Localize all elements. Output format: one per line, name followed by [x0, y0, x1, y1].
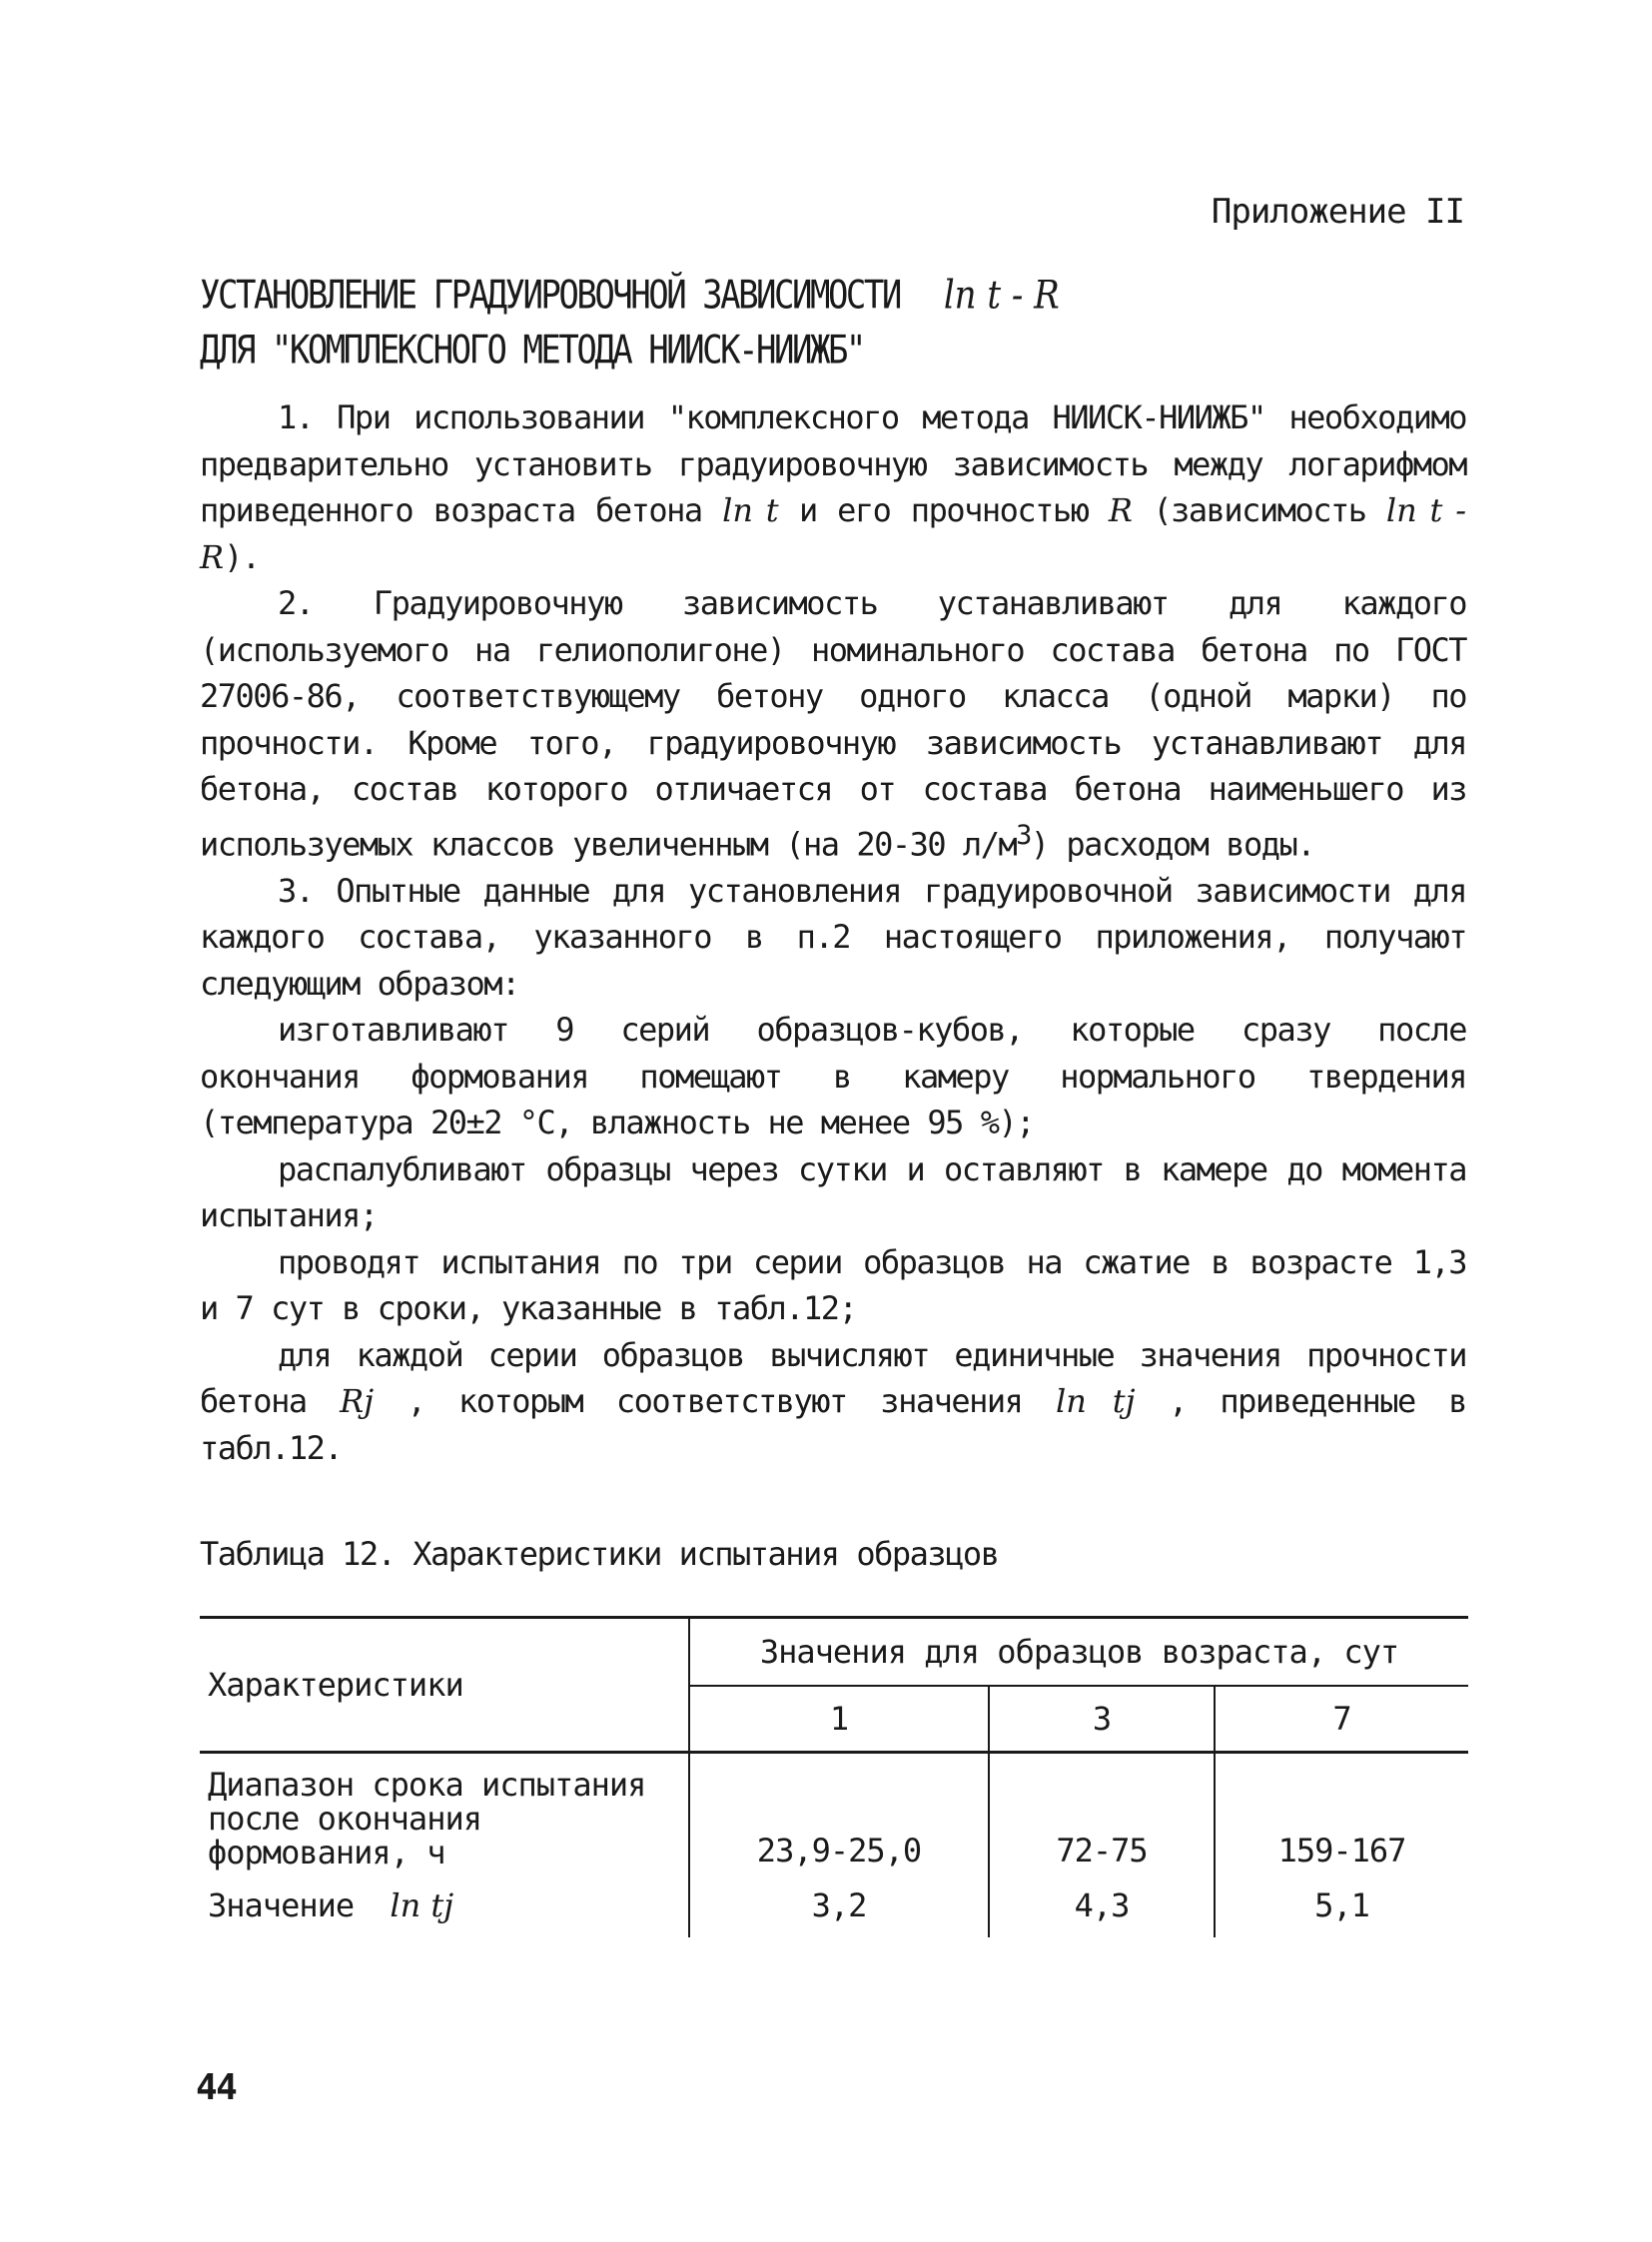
- header-age-1: 1: [689, 1686, 989, 1753]
- p1-formula-r: R: [1108, 491, 1133, 529]
- p2-superscript: 3: [1016, 819, 1031, 851]
- row-label-formula: ln tj: [390, 1886, 454, 1924]
- table-cell: 3,2: [689, 1873, 989, 1937]
- row-label-text: Значение: [208, 1886, 355, 1924]
- page-number: 44: [196, 2067, 237, 2108]
- p7-text-b: , которым соответствуют значения: [407, 1382, 1023, 1421]
- p1-text-a: 1. При использовании "комплексного метода НИИСК-НИИЖБ" необходимо предварительно установить градуировочную зависимость между логарифмом приведенного возраста бетона: [200, 398, 1466, 529]
- paragraph-5: распалубливают образцы через сутки и оставляют в камере до момента испытания;: [200, 1149, 1466, 1235]
- table-cell: 5,1: [1215, 1873, 1468, 1937]
- p7-formula-ln: ln tj: [1055, 1382, 1136, 1421]
- p1-formula-ln: ln t: [722, 491, 779, 529]
- paragraph-3: 3. Опытные данные для установления градуировочной зависимости для каждого состава, указанного в п.2 настоящего приложения, получают следующим образом:: [200, 871, 1466, 1003]
- table-header-row: [200, 1618, 1468, 1687]
- paragraph-1: [200, 394, 1466, 580]
- p7-formula-r: Rj: [340, 1382, 375, 1421]
- p1-text-c: (зависимость: [1153, 491, 1366, 529]
- table-cell: 72-75: [989, 1753, 1215, 1874]
- table-cell: 4,3: [989, 1873, 1215, 1937]
- header-age-3: 3: [989, 1686, 1215, 1753]
- page-title: [200, 268, 1060, 377]
- table-row: [200, 1873, 1468, 1937]
- paragraph-4: изготавливают 9 серий образцов-кубов, которые сразу после окончания формования помещают в камеру нормального твердения (температура 20±2 °С, влажность не менее 95 %);: [200, 1011, 1466, 1142]
- table-cell: 159-167: [1215, 1753, 1468, 1874]
- p2-text-a: 2. Градуировочную зависимость устанавливают для каждого (используемого на гелиополигоне) номинального состава бетона по ГОСТ 27006-86, соответствующему бетону одного класса (одной марки) по прочности. Кроме того, градуировочную зависимость устанавливают для бетона, состав которого отличается от состава бетона наименьшего из используемых классов увеличенным (на 20-30 л/м: [200, 584, 1466, 864]
- row-label: [200, 1873, 689, 1937]
- title-line-2: ДЛЯ "КОМПЛЕКСНОГО МЕТОДА НИИСК-НИИЖБ": [200, 327, 864, 374]
- table-caption: Таблица 12. Характеристики испытания образцов: [200, 1535, 999, 1573]
- title-text-1: УСТАНОВЛЕНИЕ ГРАДУИРОВОЧНОЙ ЗАВИСИМОСТИ: [200, 272, 900, 319]
- header-characteristics: Характеристики: [200, 1618, 689, 1753]
- p2-text-b: ) расходом воды.: [1030, 825, 1315, 864]
- paragraph-6: проводят испытания по три серии образцов на сжатие в возрасте 1,3 и 7 сут в сроки, указанные в табл.12;: [200, 1242, 1466, 1328]
- table-cell: 23,9-25,0: [689, 1753, 989, 1874]
- title-formula: ln t - R: [943, 272, 1060, 319]
- table-row: [200, 1753, 1468, 1874]
- p1-text-d: ).: [224, 537, 260, 576]
- header-age-7: 7: [1215, 1686, 1468, 1753]
- row-label: Диапазон срока испытания после окончания формования, ч: [208, 1766, 646, 1871]
- paragraph-7: [200, 1332, 1466, 1472]
- characteristics-table: [200, 1616, 1468, 1937]
- body-text: [200, 394, 1466, 1471]
- header-age-group: Значения для образцов возраста, сут: [689, 1618, 1468, 1687]
- p1-formula-lnr: ln t - R: [200, 491, 1467, 576]
- p1-text-b: и его прочностью: [798, 491, 1089, 529]
- title-line-1: [200, 268, 1060, 323]
- p7-text-c: , приведенные в табл.12.: [200, 1382, 1467, 1467]
- appendix-label: Приложение II: [1211, 192, 1464, 232]
- p7-text-a: для каждой серии образцов вычисляют единичные значения прочности бетона: [200, 1335, 1466, 1421]
- paragraph-2: [200, 580, 1466, 868]
